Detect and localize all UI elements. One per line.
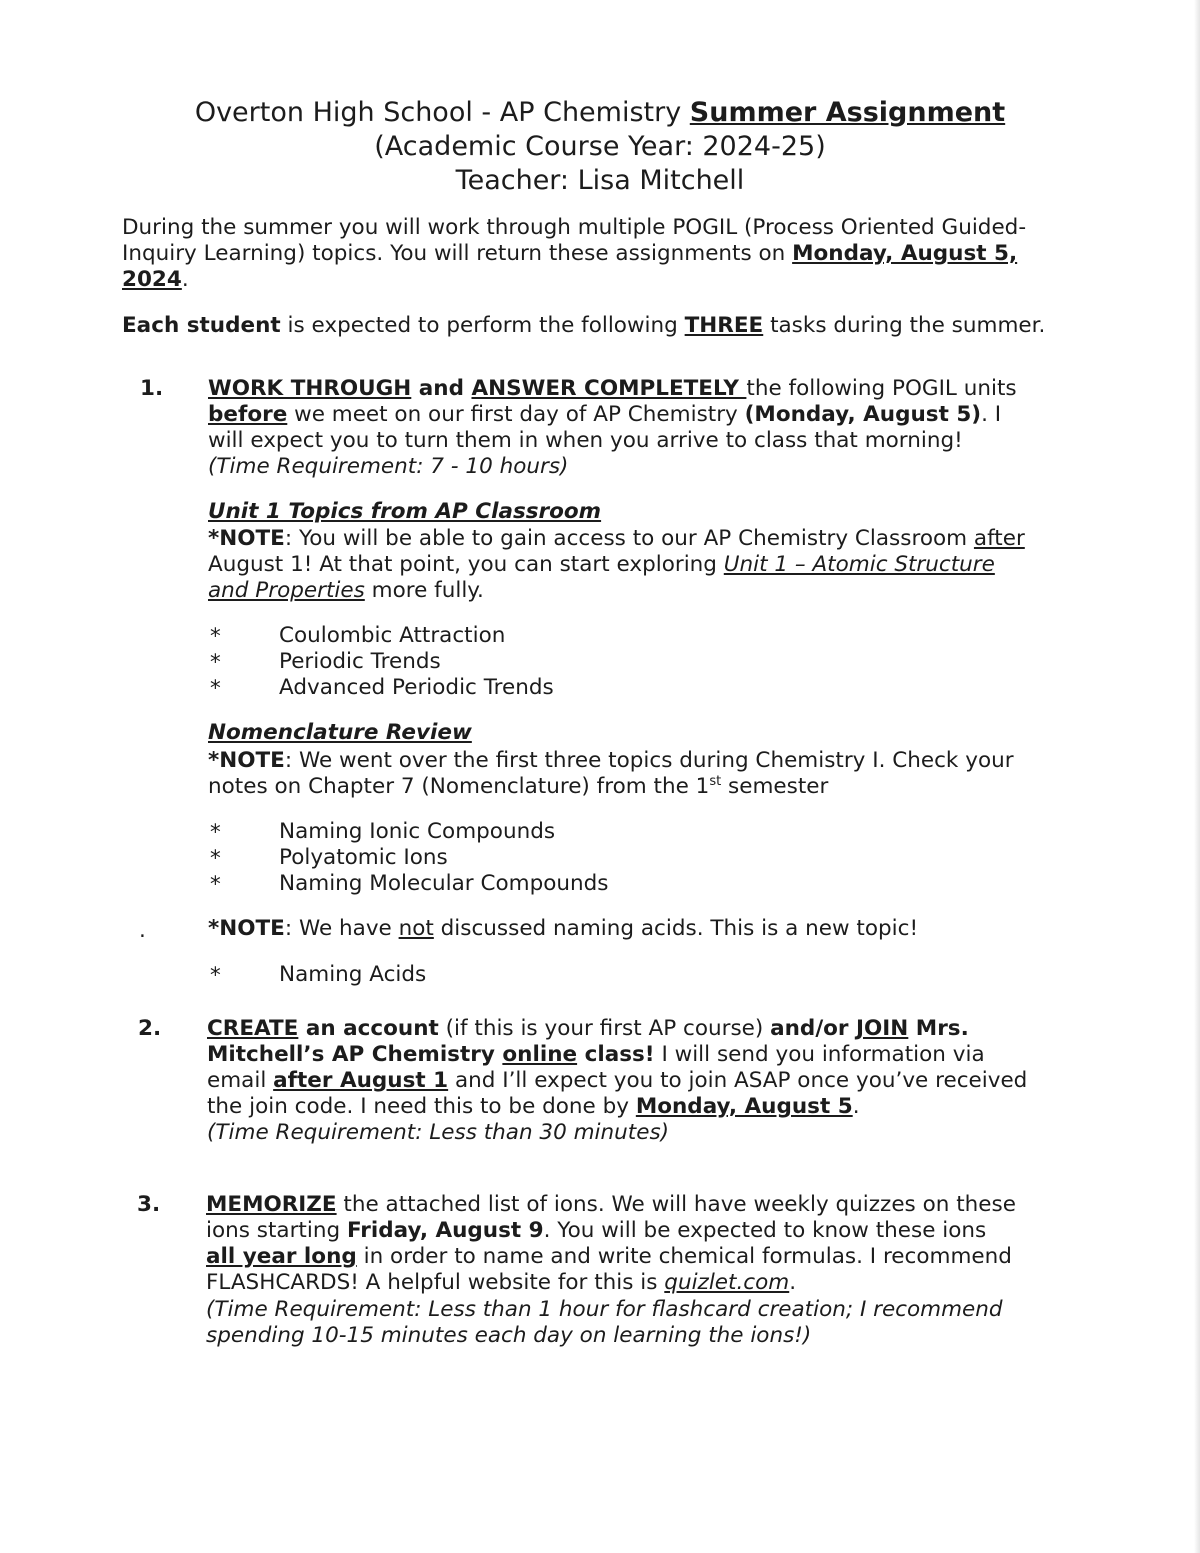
task-3-line-3: [206, 1244, 1012, 1270]
page-edge-shadow: [1194, 0, 1200, 1553]
nomen-note-line-2: [208, 774, 828, 800]
list-item: Periodic Trends: [279, 649, 441, 674]
nomen-note-line-1: [208, 748, 1014, 774]
task-2-text: I will send you information via: [654, 1042, 985, 1067]
task-1-time-text: (Time Requirement: 7 - 10 hours): [208, 454, 569, 479]
all-year-emph: all year long: [206, 1244, 357, 1269]
memorize-emph: MEMORIZE: [206, 1192, 337, 1217]
task-1-line-3: will expect you to turn them in when you arrive to class that morning!: [208, 428, 963, 453]
class-word: class!: [577, 1042, 655, 1067]
intro-line-3: [122, 267, 189, 293]
due-year-emph: 2024: [122, 267, 182, 292]
task-1-line-1: [208, 376, 1017, 402]
list-item: Coulombic Attraction: [279, 623, 506, 648]
unit-1-reference: Unit 1 – Atomic Structure: [723, 552, 995, 577]
task-3-line-1: [206, 1192, 1016, 1218]
task-3-text-4: in order to name and write chemical formulas. I recommend: [356, 1244, 1012, 1269]
ordinal-superscript: st: [709, 774, 722, 789]
task-1-line-2: [208, 402, 1001, 428]
bullet-icon: *: [210, 963, 221, 988]
task-2-time-text: (Time Requirement: Less than 30 minutes): [207, 1120, 670, 1145]
task-3-text-3: . You will be expected to know these ions: [543, 1218, 987, 1243]
note-label: *NOTE: [208, 748, 285, 773]
note-text-3: more fully.: [364, 578, 484, 603]
task-3-time-line-1: [206, 1297, 1003, 1323]
title-summer-assignment: Summer Assignment: [689, 97, 1006, 128]
note-label: *NOTE: [208, 916, 285, 941]
expectation-end: tasks during the summer.: [763, 313, 1046, 338]
list-item: Polyatomic Ions: [279, 845, 448, 870]
intro-line-1: During the summer you will work through multiple POGIL (Process Oriented Guided-: [122, 215, 1027, 240]
bullet-icon: *: [210, 820, 221, 845]
task-2-line-1: [207, 1016, 969, 1042]
bullet-icon: *: [210, 846, 221, 871]
bullet-icon: *: [210, 872, 221, 897]
task-1-time-requirement: [208, 454, 568, 480]
answer-completely-emph: ANSWER COMPLETELY: [471, 376, 747, 401]
intro-line-2: [122, 241, 1017, 267]
first-day-date: (Monday, August 5): [744, 402, 982, 427]
three-emph: THREE: [684, 313, 764, 338]
task-3-text-2: ions starting: [206, 1218, 347, 1243]
task-2-line-2: [207, 1042, 985, 1068]
bullet-icon: *: [210, 650, 221, 675]
task-1-text: the following POGIL units: [746, 376, 1017, 401]
after-emph: after: [973, 526, 1025, 551]
before-emph: before: [208, 402, 288, 427]
stray-dot: .: [139, 918, 146, 943]
title-school-course: Overton High School - AP Chemistry: [194, 97, 690, 128]
nomenclature-heading-text: Nomenclature Review: [208, 720, 472, 745]
nomenclature-heading: [208, 720, 472, 746]
task-3-time-line-2: [206, 1323, 811, 1349]
note-label: *NOTE: [208, 526, 285, 551]
title-line-1: [0, 96, 1200, 130]
list-item: Naming Acids: [279, 962, 427, 987]
quiz-start-date: Friday, August 9: [346, 1218, 544, 1243]
task-2-line-3: [207, 1068, 1027, 1094]
note-text: : We have: [284, 916, 399, 941]
task-1-text-3: . I: [981, 402, 1002, 427]
account-word: an account: [298, 1016, 439, 1041]
unit-note-line-1: [208, 526, 1025, 552]
expectation-text: is expected to perform the following: [280, 313, 685, 338]
task-3-text: the attached list of ions. We will have weekly quizzes on these: [336, 1192, 1016, 1217]
list-item: Naming Molecular Compounds: [279, 871, 609, 896]
not-emph: not: [398, 916, 434, 941]
expectation-line: [122, 313, 1045, 339]
note-text-2: notes on Chapter 7 (Nomenclature) from the 1: [208, 774, 710, 799]
task-2-text-2: and I’ll expect you to join ASAP once you’ve received: [448, 1068, 1028, 1093]
task-3-line-4: [206, 1270, 796, 1296]
task-3-line-2: [206, 1218, 986, 1244]
after-august-emph: after August 1: [273, 1068, 449, 1093]
quizlet-reference: quizlet.com: [664, 1270, 790, 1295]
note-text-2: discussed naming acids. This is a new topic!: [433, 916, 919, 941]
unit-1-reference-cont: and Properties: [208, 578, 365, 603]
each-student-label: Each student: [122, 313, 281, 338]
mrs-word: Mrs.: [908, 1016, 969, 1041]
task-1-number: 1.: [140, 376, 164, 401]
task-2-line-4: [207, 1094, 860, 1120]
note-text: : We went over the first three topics during Chemistry I. Check your: [284, 748, 1014, 773]
class-name: Mitchell’s AP Chemistry: [207, 1042, 503, 1067]
task-2-time-requirement: [207, 1120, 669, 1146]
bullet-icon: *: [210, 624, 221, 649]
task-3-time-text: (Time Requirement: Less than 1 hour for flashcard creation; I recommend: [206, 1297, 1003, 1322]
unit-1-heading: [208, 499, 601, 525]
note-text-3: semester: [721, 774, 829, 799]
task-3-period: .: [789, 1270, 797, 1295]
and-word: and: [411, 376, 472, 401]
acids-note-line: [208, 916, 918, 942]
join-deadline-emph: Monday, August 5: [635, 1094, 853, 1119]
note-text: : You will be able to gain access to our AP Chemistry Classroom: [284, 526, 974, 551]
bullet-icon: *: [210, 676, 221, 701]
task-3-number: 3.: [137, 1192, 161, 1217]
due-date-emph: Monday, August 5,: [792, 241, 1018, 266]
list-item: Naming Ionic Compounds: [279, 819, 556, 844]
list-item: Advanced Periodic Trends: [279, 675, 554, 700]
email-word: email: [207, 1068, 274, 1093]
task-2-number: 2.: [138, 1016, 162, 1041]
task-2-text-3: the join code. I need this to be done by: [207, 1094, 636, 1119]
intro-period: .: [181, 267, 189, 292]
unit-1-heading-text: Unit 1 Topics from AP Classroom: [208, 499, 602, 524]
task-2-period: .: [852, 1094, 860, 1119]
work-through-emph: WORK THROUGH: [208, 376, 412, 401]
note-text-2: August 1! At that point, you can start exploring: [208, 552, 724, 577]
join-emph: JOIN: [856, 1016, 909, 1041]
intro-text: Inquiry Learning) topics. You will return these assignments on: [122, 241, 793, 266]
unit-note-line-2: [208, 552, 995, 578]
task-1-text-2: we meet on our first day of AP Chemistry: [287, 402, 745, 427]
unit-note-line-3: [208, 578, 484, 604]
title-course-year: (Academic Course Year: 2024-25): [374, 131, 826, 162]
task-3-time-text-2: spending 10-15 minutes each day on learning the ions!): [206, 1323, 812, 1348]
task-3-text-5: FLASHCARDS! A helpful website for this is: [206, 1270, 665, 1295]
create-emph: CREATE: [207, 1016, 299, 1041]
task-2-paren: (if this is your first AP course): [438, 1016, 771, 1041]
online-emph: online: [502, 1042, 578, 1067]
and-or-word: and/or: [770, 1016, 857, 1041]
title-teacher: Teacher: Lisa Mitchell: [455, 165, 745, 196]
